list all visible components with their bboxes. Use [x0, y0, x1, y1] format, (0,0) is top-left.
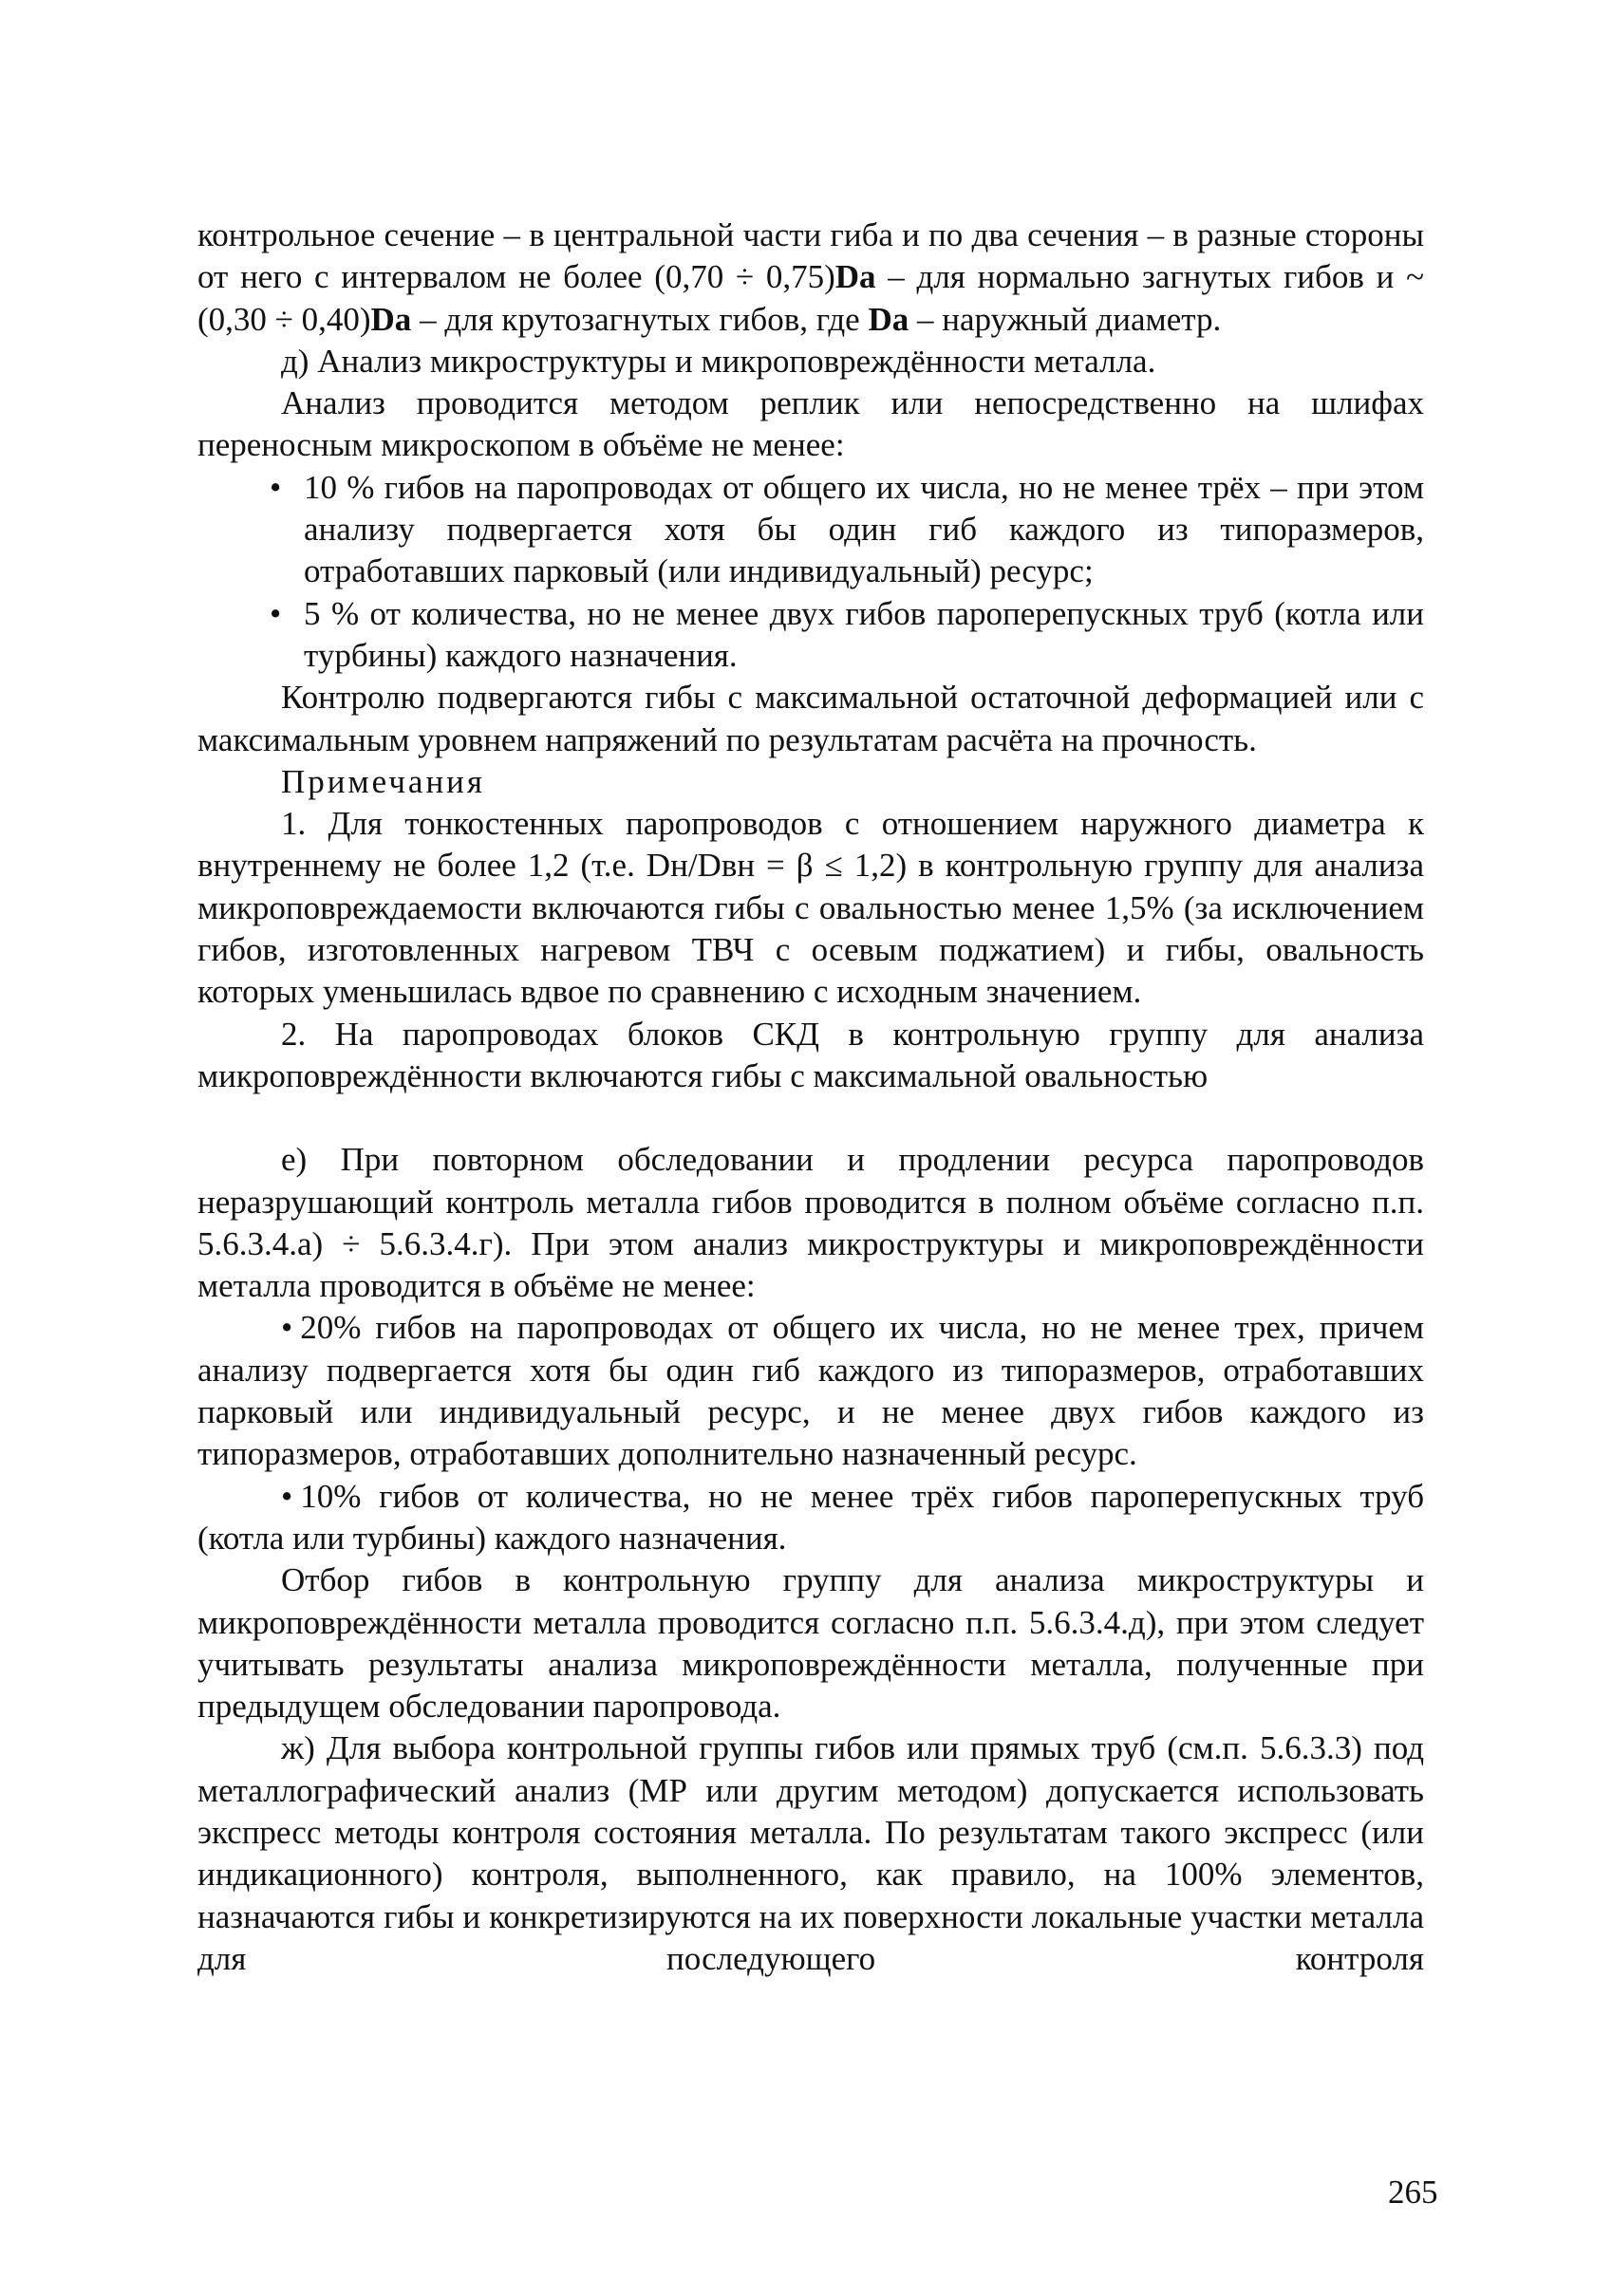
notes-heading: Примечания — [281, 762, 486, 800]
list-item: • 5 % от количества, но не менее двух гибов пароперепускных труб (котла или турбины) каждого назначения. — [270, 594, 1424, 674]
bullet-icon: • — [270, 594, 282, 632]
note-2: 2. На паропроводах блоков СКД в контрольную группу для анализа микроповреждённости включаются гибы с максимальной овальностью — [197, 1015, 1424, 1094]
section-d-intro: Анализ проводится методом реплик или непосредственно на шлифах переносным микроскопом в объёме не менее: — [197, 384, 1424, 464]
section-e-intro: е) При повторном обследовании и продлении ресурса паропроводов неразрушающий контроль металла гибов проводится в полном объёме согласно п.п. 5.6.3.4.а) ÷ 5.6.3.4.г). При этом анализ микроструктуры и микроповреждённости металла проводится в объёме не менее: — [197, 1141, 1424, 1305]
section-e-bullet-2: • 10% гибов от количества, но не менее трёх гибов пароперепускных труб (котла или турбины) каждого назначения. — [197, 1477, 1424, 1557]
intro-paragraph: контрольное сечение – в центральной части гиба и по два сечения – в разные стороны от него с интервалом не более (0,70 ÷ 0,75)Da – для нормально загнутых гибов и ~ (0,30 ÷ 0,40)Da – для крутозагнутых гибов, где Da – наружный диаметр. — [197, 216, 1424, 338]
da-symbol: Da — [370, 300, 412, 338]
bullet-icon: • — [281, 1309, 293, 1347]
section-e-selection-paragraph: Отбор гибов в контрольную группу для анализа микроструктуры и микроповреждённости металла проводится согласно п.п. 5.6.3.4.д), при этом следует учитывать результаты анализа микроповреждённости металла, полученные при предыдущем обследовании паропровода. — [197, 1561, 1424, 1726]
page-number: 265 — [1388, 2174, 1438, 2211]
document-page — [197, 215, 1424, 1980]
section-d-control-paragraph: Контролю подвергаются гибы с максимальной остаточной деформацией или с максимальным уровнем напряжений по результатам расчёта на прочность. — [197, 679, 1424, 758]
section-d-bullet-list — [197, 467, 1424, 677]
da-symbol: Da — [868, 300, 909, 338]
bullet-icon: • — [281, 1477, 293, 1515]
bullet-icon: • — [270, 468, 282, 506]
spacer — [197, 1097, 1424, 1139]
section-e-bullet-1: • 20% гибов на паропроводах от общего их числа, но не менее трех, причем анализу подвергается хотя бы один гиб каждого из типоразмеров, отработавших парковый или индивидуальный ресурс, и не менее двух гибов каждого из типоразмеров, отработавших дополнительно назначенный ресурс. — [197, 1309, 1424, 1473]
da-symbol: Da — [834, 258, 876, 296]
section-d-heading: д) Анализ микроструктуры и микроповреждённости металла. — [281, 342, 1156, 380]
section-zh-paragraph: ж) Для выбора контрольной группы гибов или прямых труб (см.п. 5.6.3.3) под металлографический анализ (МР или другим методом) допускается использовать экспресс методы контроля состояния металла. По результатам такого экспресс (или индикационного) контроля, выполненного, как правило, на 100% элементов, назначаются гибы и конкретизируются на их поверхности локальные участки металла для последующего контроля — [197, 1729, 1424, 1977]
list-item: • 10 % гибов на паропроводах от общего их числа, но не менее трёх – при этом анализу подвергается хотя бы один гиб каждого из типоразмеров, отработавших парковый (или индивидуальный) ресурс; — [270, 468, 1424, 590]
note-1: 1. Для тонкостенных паропроводов с отношением наружного диаметра к внутреннему не более 1,2 (т.е. Dн/Dвн = β ≤ 1,2) в контрольную группу для анализа микроповреждаемости включаются гибы с овальностью менее 1,5% (за исключением гибов, изготовленных нагревом ТВЧ с осевым поджатием) и гибы, овальность которых уменьшилась вдвое по сравнению с исходным значением. — [197, 805, 1424, 1011]
